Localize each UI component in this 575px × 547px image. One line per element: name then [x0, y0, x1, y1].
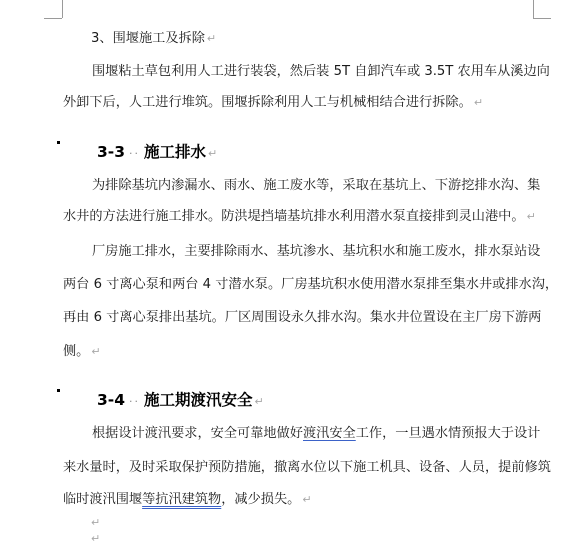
para3-line1: 厂房施工排水，主要排除雨水、基坑渗水、基坑积水和施工废水，排水泵站设	[92, 244, 541, 259]
margin-corner-mark	[44, 18, 62, 19]
para4-line3: 临时渡汛围堰等抗汛建筑物，减少损失。 ↵	[63, 492, 312, 507]
paragraph-mark-icon: ↵	[91, 345, 101, 358]
sub-heading: 3、围堰施工及拆除 ↵	[91, 31, 217, 46]
para4-line1: 根据设计渡汛要求，安全可靠地做好渡汛安全工作，一旦遇水情预报大于设计	[92, 426, 541, 441]
spellcheck-underlined-text: 渡汛安全	[303, 426, 356, 441]
list-bullet	[57, 141, 60, 144]
grammar-underlined-text: 等抗汛建筑物	[142, 492, 222, 507]
para2-line1: 为排除基坑内渗漏水、雨水、施工废水等，采取在基坑上、下游挖排水沟、集	[92, 178, 541, 193]
margin-corner-mark	[533, 0, 534, 18]
paragraph-mark-icon: ↵	[302, 493, 312, 506]
para3-line4: 侧。 ↵	[63, 344, 101, 359]
para1-line2: 外卸下后，人工进行堆筑。围堰拆除利用人工与机械相结合进行拆除。 ↵	[63, 95, 484, 110]
para1-line1: 围堰粘土草包利用人工进行装袋，然后装 5T 自卸汽车或 3.5T 农用车从溪边向	[92, 64, 550, 79]
margin-corner-mark	[533, 18, 551, 19]
list-bullet	[57, 389, 60, 392]
para4-line2: 来水量时，及时采取保护预防措施，撤离水位以下施工机具、设备、人员，提前修筑	[63, 460, 551, 475]
paragraph-mark-icon: ↵	[91, 532, 101, 545]
paragraph-mark-icon: ↵	[91, 516, 101, 529]
paragraph-mark-icon: ↵	[206, 32, 217, 45]
paragraph-mark-icon: ↵	[473, 96, 484, 109]
para3-line2: 两台 6 寸离心泵和两台 4 寸潜水泵。厂房基坑积水使用潜水泵排至集水井或排水沟，	[63, 277, 559, 292]
para2-line2: 水井的方法进行施工排水。防洪堤挡墙基坑排水利用潜水泵直接排到灵山港中。 ↵	[63, 209, 536, 224]
margin-corner-mark	[62, 0, 63, 18]
paragraph-mark-icon: ↵	[254, 395, 264, 408]
section-heading-3-4: 3-4 ·· 施工期渡汛安全 ↵	[97, 391, 264, 409]
empty-paragraph	[89, 515, 100, 531]
empty-paragraph	[89, 531, 100, 547]
para3-line3: 再由 6 寸离心泵排出基坑。厂区周围设永久排水沟。集水井位置设在主厂房下游两	[63, 310, 542, 325]
paragraph-mark-icon: ↵	[526, 210, 536, 223]
paragraph-mark-icon: ↵	[208, 147, 218, 160]
section-heading-3-3: 3-3 ·· 施工排水 ↵	[97, 143, 218, 161]
